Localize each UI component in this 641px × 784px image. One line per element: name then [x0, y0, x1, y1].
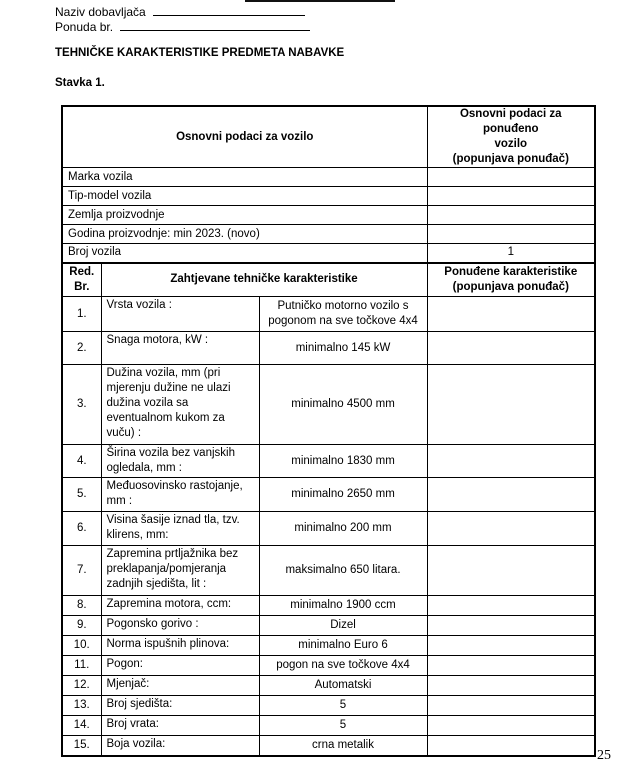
spec-row-offered-cell[interactable]	[427, 478, 595, 512]
page-title: TEHNIČKE KARAKTERISTIKE PREDMETA NABAVKE	[55, 47, 345, 59]
supplier-line	[55, 3, 305, 19]
spec-row-offered-cell[interactable]	[427, 596, 595, 616]
spec-row-offered-cell[interactable]	[427, 636, 595, 656]
spec-row-offered-cell[interactable]	[427, 696, 595, 716]
spec-row-requirement: minimalno 2650 mm	[259, 478, 427, 512]
spec-row	[62, 636, 595, 656]
basic-header-right-line2: vozilo	[494, 138, 528, 150]
basic-row	[62, 225, 595, 244]
spec-row	[62, 676, 595, 696]
spec-row-number: 13.	[62, 696, 101, 716]
spec-row	[62, 656, 595, 676]
col-header-offered-line2: (popunjava ponuđač)	[452, 280, 569, 293]
spec-row-name: Međuosovinsko rastojanje, mm :	[101, 478, 259, 512]
basic-header-right-line1: Osnovni podaci za ponuđeno	[459, 108, 562, 135]
basic-row-value[interactable]	[427, 206, 595, 225]
spec-row-name: Broj vrata:	[101, 716, 259, 736]
basic-row-label: Broj vozila	[62, 244, 427, 263]
spec-row-number: 10.	[62, 636, 101, 656]
spec-row-number: 11.	[62, 656, 101, 676]
spec-row	[62, 445, 595, 478]
spec-row-offered-cell[interactable]	[427, 546, 595, 596]
spec-row-offered-cell[interactable]	[427, 676, 595, 696]
basic-row-label: Marka vozila	[62, 168, 427, 187]
spec-row-requirement: maksimalno 650 litara.	[259, 546, 427, 596]
spec-row-requirement: minimalno 1900 ccm	[259, 596, 427, 616]
basic-header-right-line3: (popunjava ponuđač)	[452, 153, 569, 165]
spec-row	[62, 365, 595, 445]
spec-row-number: 8.	[62, 596, 101, 616]
basic-row-value[interactable]	[427, 187, 595, 206]
spec-row-requirement: minimalno 200 mm	[259, 512, 427, 546]
spec-row-name: Boja vozila:	[101, 736, 259, 756]
spec-row	[62, 696, 595, 716]
spec-row-number: 2.	[62, 332, 101, 365]
basic-row-value[interactable]: 1	[427, 244, 595, 263]
spec-row-name: Širina vozila bez vanjskih ogledala, mm :	[101, 445, 259, 478]
col-header-no-line1: Red.	[69, 265, 95, 278]
spec-row-name: Zapremina prtljažnika bez preklapanja/pomjeranja zadnjih sjedišta, lit :	[101, 546, 259, 596]
spec-row-name: Snaga motora, kW :	[101, 332, 259, 365]
spec-row-name: Vrsta vozila :	[101, 297, 259, 332]
spec-row-number: 7.	[62, 546, 101, 596]
basic-header-row	[62, 106, 595, 168]
spec-row-name: Pogon:	[101, 656, 259, 676]
spec-row-requirement: 5	[259, 696, 427, 716]
spec-row-offered-cell[interactable]	[427, 512, 595, 546]
spec-row-name: Zapremina motora, ccm:	[101, 596, 259, 616]
spec-row-name: Norma ispušnih plinova:	[101, 636, 259, 656]
spec-row-name: Mjenjač:	[101, 676, 259, 696]
spec-row-number: 14.	[62, 716, 101, 736]
supplier-label: Naziv dobavljača	[55, 5, 146, 19]
spec-row	[62, 546, 595, 596]
spec-row-offered-cell[interactable]	[427, 736, 595, 756]
spec-row-requirement: minimalno 4500 mm	[259, 365, 427, 445]
spec-row-number: 12.	[62, 676, 101, 696]
spec-row	[62, 716, 595, 736]
spec-row	[62, 297, 595, 332]
col-header-required: Zahtjevane tehničke karakteristike	[101, 263, 427, 297]
spec-row-name: Pogonsko gorivo :	[101, 616, 259, 636]
spec-table	[61, 105, 596, 757]
page-number: 25	[597, 748, 611, 763]
col-header-no	[62, 263, 101, 297]
basic-row	[62, 168, 595, 187]
spec-row-number: 9.	[62, 616, 101, 636]
supplier-blank[interactable]	[153, 3, 305, 16]
col-header-no-line2: Br.	[74, 280, 90, 293]
col-header-offered-line1: Ponuđene karakteristike	[444, 265, 578, 278]
spec-row-number: 6.	[62, 512, 101, 546]
spec-row-name: Broj sjedišta:	[101, 696, 259, 716]
spec-row-number: 15.	[62, 736, 101, 756]
col-header-offered	[427, 263, 595, 297]
offer-line	[55, 18, 310, 34]
spec-row-name: Visina šasije iznad tla, tzv. klirens, mm:	[101, 512, 259, 546]
spec-row-offered-cell[interactable]	[427, 656, 595, 676]
spec-row-number: 5.	[62, 478, 101, 512]
spec-row-requirement: 5	[259, 716, 427, 736]
basic-header-left: Osnovni podaci za vozilo	[62, 106, 427, 168]
basic-row	[62, 206, 595, 225]
spec-row-name: Dužina vozila, mm (pri mjerenju dužine ne ulazi dužina vozila sa eventualnom kukom za vuču) :	[101, 365, 259, 445]
spec-row	[62, 736, 595, 756]
spec-row-offered-cell[interactable]	[427, 616, 595, 636]
spec-row-requirement: pogon na sve točkove 4x4	[259, 656, 427, 676]
basic-row-value[interactable]	[427, 225, 595, 244]
spec-header-row	[62, 263, 595, 297]
item-heading: Stavka 1.	[55, 77, 105, 89]
basic-row	[62, 244, 595, 263]
spec-row-requirement: minimalno 1830 mm	[259, 445, 427, 478]
basic-header-right	[427, 106, 595, 168]
spec-row	[62, 512, 595, 546]
spec-row-number: 3.	[62, 365, 101, 445]
spec-row-number: 1.	[62, 297, 101, 332]
offer-label: Ponuda br.	[55, 20, 114, 34]
basic-row-label: Zemlja proizvodnje	[62, 206, 427, 225]
top-rule	[245, 0, 395, 2]
spec-row	[62, 616, 595, 636]
basic-row	[62, 187, 595, 206]
spec-row-requirement: Automatski	[259, 676, 427, 696]
spec-row	[62, 478, 595, 512]
spec-row	[62, 332, 595, 365]
spec-row-requirement: Putničko motorno vozilo s pogonom na sve točkove 4x4	[259, 297, 427, 332]
spec-row-offered-cell[interactable]	[427, 332, 595, 365]
spec-row-offered-cell[interactable]	[427, 716, 595, 736]
spec-row-requirement: minimalno 145 kW	[259, 332, 427, 365]
spec-row-offered-cell[interactable]	[427, 297, 595, 332]
spec-row-offered-cell[interactable]	[427, 445, 595, 478]
spec-row	[62, 596, 595, 616]
offer-blank[interactable]	[120, 18, 310, 31]
basic-row-label: Godina proizvodnje: min 2023. (novo)	[62, 225, 427, 244]
basic-row-value[interactable]	[427, 168, 595, 187]
spec-row-requirement: Dizel	[259, 616, 427, 636]
basic-row-label: Tip-model vozila	[62, 187, 427, 206]
spec-row-offered-cell[interactable]	[427, 365, 595, 445]
spec-row-number: 4.	[62, 445, 101, 478]
spec-row-requirement: crna metalik	[259, 736, 427, 756]
spec-row-requirement: minimalno Euro 6	[259, 636, 427, 656]
